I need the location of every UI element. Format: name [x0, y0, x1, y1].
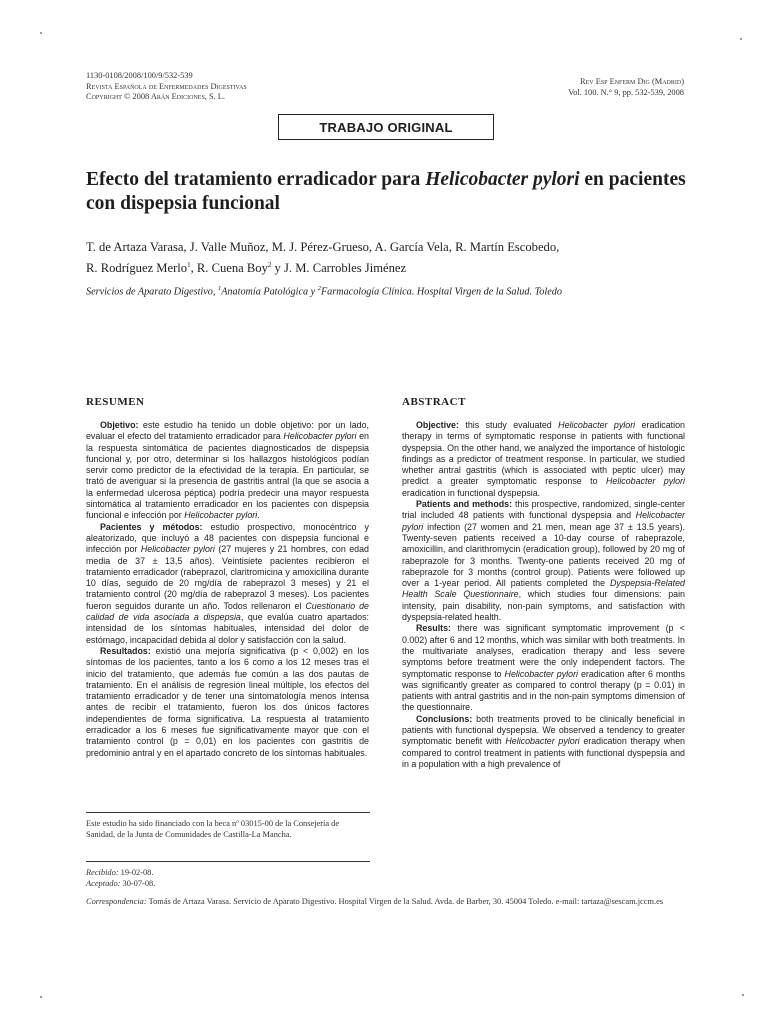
- resumen-body: [86, 420, 369, 759]
- resumen-resultados: Resultados: existió una mejoría significativa (p < 0,002) en los síntomas de los pacientes, tanto a los 6 como a los 12 meses tras el inicio del tratamiento, que además fue común a las dos pautas de tratamiento. En el análisis de regresión lineal múltiple, los efectos del tratamiento erradicador y de tener una sintomatología menos intensa antes de recibir el tratamiento, fueron los dos únicos factores independientes de forma significativa. La respuesta al tratamiento erradicador a los 6 meses fue significativamente mayor que con el tratamiento control (p = 0,01) en los pacientes con gastritis de predominio antral y en el apartado concreto de los síntomas habituales.: [86, 645, 369, 758]
- accepted-date: Aceptado: 30-07-08.: [86, 879, 156, 888]
- funding-note: Este estudio ha sido financiado con la beca nº 03015-00 de la Consejería de Sanidad, de la Junta de Comunidades de Castilla-La Mancha.: [86, 819, 340, 839]
- footnote-divider: [86, 812, 370, 813]
- received-date: Recibido: 19-02-08.: [86, 868, 154, 877]
- title-species: Helicobacter pylori: [425, 169, 580, 190]
- journal-name: Revista Española de Enfermedades Digestivas: [86, 81, 247, 91]
- abstract-body: [402, 420, 685, 770]
- title-text: Efecto del tratamiento erradicador para: [86, 169, 426, 190]
- page-speck: [40, 996, 42, 998]
- abstract-objective: Objective: this study evaluated Helicobacter pylori eradication therapy in terms of symptomatic response in patients with functional dyspepsia. On the other hand, we analyzed the importance of histologic findings as a predictor of treatment response. In particular, we studied whether antral gastritis (which is associated with peptic ulcer) may predict a greater symptomatic response to Helicobacter pylori eradication in functional dyspepsia.: [402, 420, 685, 498]
- author-list: [86, 238, 686, 277]
- section-label: TRABAJO ORIGINAL: [319, 119, 453, 135]
- journal-abbrev: Rev Esp Enferm Dig (Madrid): [580, 77, 684, 86]
- abstract-methods: Patients and methods: this prospective, randomized, single-center trial included 48 patients with functional dyspepsia and Helicobacter pylori infection (27 women and 21 men, mean age 37 ± 13.5 years). Twenty-seven patients received a 10-day course of rabeprazole, amoxicillin, and clarithromycin (eradication group), followed by 20 mg of rabeprazole for 3 months. Twenty-one patients received 20 mg of rabeprazole for 3 months (control group). Patients were followed up over a 1-year period. All patients completed the Dyspepsia-Related Health Scale Questionnaire, which studies four dimensions: pain intensity, pain disability, non-pain symptoms, and satisfaction with dyspepsia-related health.: [402, 499, 685, 623]
- resumen-heading: RESUMEN: [86, 396, 145, 408]
- dates-divider: [86, 861, 370, 862]
- abstract-results: Results: there was significant symptomatic improvement (p < 0.002) after 6 and 12 months, which was similar with both treatments. In the multivariate analyses, eradication therapy and less severe symptoms before treatment were the only independent factors. The symptomatic response to Helicobacter pylori eradication after 6 months was significantly greater as compared to control therapy (p = 0.01) in patients with antral gastritis and in the non-pain symptoms dimension of the questionnaire.: [402, 623, 685, 713]
- abstract-conclusions: Conclusions: both treatments proved to be clinically beneficial in patients with functional dyspepsia. We observed a tendency to greater symptomatic benefit with Helicobacter pylori eradication therapy when compared to control treatment in patients with functional dyspepsia and in a population with a high prevalence of: [402, 713, 685, 769]
- authors-line-1: T. de Artaza Varasa, J. Valle Muñoz, M. J. Pérez-Grueso, A. García Vela, R. Martín Escobedo,: [86, 240, 560, 254]
- authors-line-2: R. Rodríguez Merlo$^1$, R. Cuena Boy$^2$ y J. M. Carrobles Jiménez: [86, 261, 407, 276]
- article-title: [86, 168, 686, 216]
- resumen-metodos: Pacientes y métodos: estudio prospectivo, monocéntrico y aleatorizado, que incluyó a 48 pacientes con dispepsia funcional e infección por Helicobacter pylori (27 mujeres y 21 hombres, con edad media de 37 ± 13,5 años). Veintisiete pacientes recibieron el tratamiento erradicador (rabeprazol, claritromicina y amoxicilina durante 10 días, seguido de 20 mg/día de rabeprazol 3 meses) y 21 el tratamiento control (20 mg/día de rabeprazol 3 meses). Los pacientes fueron seguidos durante un año. Todos rellenaron el Cuestionario de calidad de vida asociada a dispepsia, que evalúa cuatro apartados: intensidad de los síntomas habituales, intensidad del dolor de estómago, incapacidad debida al dolor y satisfacción con la salud.: [86, 521, 369, 645]
- submission-dates: [86, 867, 155, 889]
- page-speck: [40, 32, 42, 34]
- issn-line: 1130-0108/2008/100/9/532-539: [86, 71, 193, 80]
- abstract-heading: ABSTRACT: [402, 396, 466, 408]
- correspondence-email: Tomás de Artaza Varasa. Servicio de Aparato Digestivo. Hospital Virgen de la Salud. Avda. de Barber, 30. 45004 Toledo. e-mail: tartaza@sescam.jccm.es: [146, 897, 664, 906]
- journal-header-right: [568, 77, 684, 98]
- affiliation: Servicios de Aparato Digestivo, $^1$Anatomía Patológica y $^2$Farmacología Clínica. Hospital Virgen de la Salud. Toledo: [86, 285, 562, 298]
- volume-line: Vol. 100. N.° 9, pp. 532-539, 2008: [568, 87, 684, 97]
- section-label-box: [278, 114, 494, 140]
- copyright-line: Copyright © 2008 Arán Ediciones, S. L.: [86, 92, 226, 101]
- journal-header-left: [86, 71, 247, 103]
- page-speck: [740, 38, 742, 40]
- correspondence: Correspondencia: Tomás de Artaza Varasa. Servicio de Aparato Digestivo. Hospital Virgen de la Salud. Avda. de Barber, 30. 45004 Toledo. e-mail: tartaza@sescam.jccm.es: [86, 897, 664, 906]
- page-speck: [742, 994, 744, 996]
- resumen-objetivo: Objetivo: este estudio ha tenido un doble objetivo: por un lado, evaluar el efecto del tratamiento erradicador para Helicobacter pylori en la respuesta sintomática de pacientes diagnosticados de dispepsia funcional y, por otro, determinar si los hallazgos histológicos podían servir como predictor de la efectividad de la terapia. En particular, se trató de averiguar si la presencia de gastritis antral (la que se asocia a la enfermedad ulcerosa péptica) podría predecir una mayor respuesta sintomática al tratamiento erradicador en los pacientes con dispepsia funcional e infección por Helicobacter pylori.: [86, 420, 369, 521]
- title-text-end: en pacientes con dispepsia funcional: [86, 169, 686, 214]
